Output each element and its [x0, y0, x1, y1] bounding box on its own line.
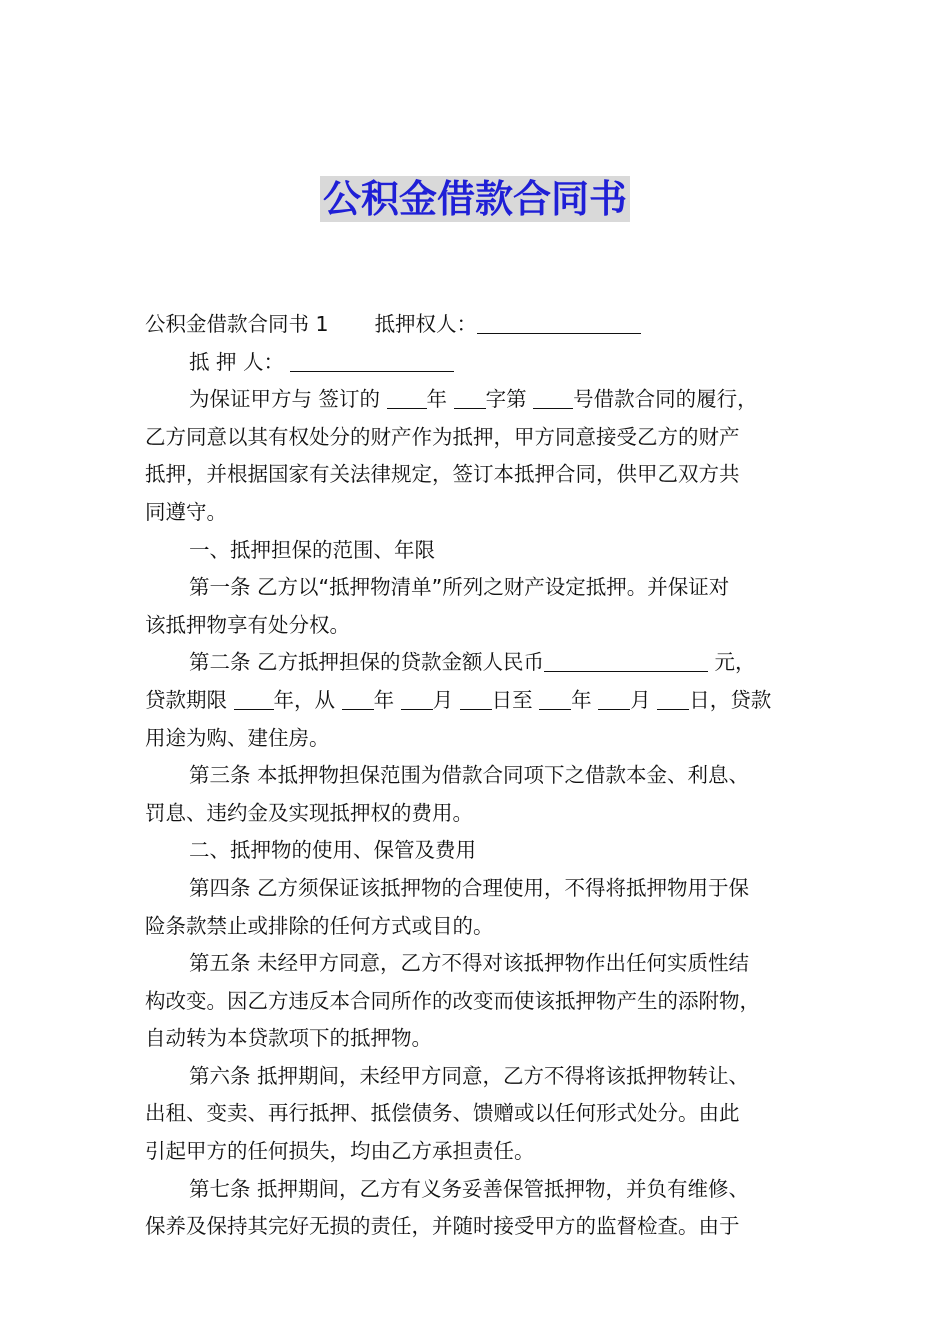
header-line — [145, 306, 823, 344]
blank — [460, 687, 492, 710]
mortgagee-label: 抵押权人： — [374, 312, 478, 336]
blank — [401, 687, 433, 710]
blank — [387, 386, 427, 409]
amount-blank — [544, 649, 708, 672]
mortgagor-line — [145, 344, 823, 382]
intro-text-d: 号借款合同的履行， — [573, 387, 758, 412]
article-5-line-1: 第五条 未经甲方同意，乙方不得对该抵押物作出任何实质性结 — [189, 951, 750, 976]
article-7-line-1: 第七条 抵押期间，乙方有义务妥善保管抵押物，并负有维修、 — [189, 1176, 750, 1201]
section-heading-2: 二、抵押物的使用、保管及费用 — [189, 838, 476, 863]
article-4-line-1: 第四条 乙方须保证该抵押物的合理使用，不得将抵押物用于保 — [189, 875, 750, 900]
article-3-line-1: 第三条 本抵押物担保范围为借款合同项下之借款本金、利息、 — [189, 763, 750, 788]
art2-l2-c: 年 — [373, 687, 401, 712]
article-6-line-2: 出租、变卖、再行抵押、抵偿债务、馈赠或以任何形式处分。由此 — [145, 1101, 740, 1126]
article-4-line-2: 险条款禁止或排除的任何方式或目的。 — [145, 913, 494, 938]
mortgagor-blank — [290, 349, 454, 372]
intro-text-c: 字第 — [485, 387, 534, 412]
blank — [342, 687, 374, 710]
article-5-line-3: 自动转为本贷款项下的抵押物。 — [145, 1026, 432, 1051]
article-1-line-1: 第一条 乙方以“抵押物清单”所列之财产设定抵押。并保证对 — [189, 575, 730, 600]
art2-l2-b: 年，从 — [273, 687, 342, 712]
article-6-line-1: 第六条 抵押期间，未经甲方同意，乙方不得将该抵押物转让、 — [189, 1063, 750, 1088]
art2-l2-d: 月 — [432, 687, 460, 712]
article-2-line-2 — [145, 682, 823, 720]
article-2-line-1 — [145, 644, 823, 682]
intro-text-b: 年 — [426, 387, 454, 412]
intro-text-a: 为保证甲方与 签订的 — [189, 387, 387, 412]
article-6-line-3: 引起甲方的任何损失，均由乙方承担责任。 — [145, 1139, 535, 1164]
mortgagee-blank — [477, 311, 641, 334]
blank — [454, 386, 486, 409]
section-heading-1: 一、抵押担保的范围、年限 — [189, 537, 435, 562]
intro-line-3: 抵押，并根据国家有关法律规定，签订本抵押合同，供甲乙双方共 — [145, 462, 740, 487]
blank — [234, 687, 274, 710]
blank — [657, 687, 689, 710]
blank — [533, 386, 573, 409]
article-7-line-2: 保养及保持其完好无损的责任，并随时接受甲方的监督检查。由于 — [145, 1214, 740, 1239]
document-title: 公积金借款合同书 — [320, 176, 630, 222]
blank — [539, 687, 571, 710]
intro-line-1 — [145, 381, 823, 419]
article-2-line-3: 用途为购、建住房。 — [145, 725, 330, 750]
art2-l2-e: 日至 — [491, 687, 540, 712]
art2-l2-f: 年 — [571, 687, 599, 712]
art2-l2-a: 贷款期限 — [145, 687, 234, 712]
blank — [598, 687, 630, 710]
title-block — [0, 176, 950, 222]
article-3-line-2: 罚息、违约金及实现抵押权的费用。 — [145, 800, 473, 825]
art2-text-b: 元， — [708, 650, 756, 675]
doc-label: 公积金借款合同书 1 — [145, 312, 329, 336]
art2-l2-h: 日，贷款 — [689, 687, 772, 712]
article-1-line-2: 该抵押物享有处分权。 — [145, 612, 350, 637]
art2-text-a: 第二条 乙方抵押担保的贷款金额人民币 — [189, 650, 545, 675]
article-5-line-2: 构改变。因乙方违反本合同所作的改变而使该抵押物产生的添附物， — [145, 988, 760, 1013]
intro-line-2: 乙方同意以其有权处分的财产作为抵押，甲方同意接受乙方的财产 — [145, 424, 740, 449]
intro-line-4: 同遵守。 — [145, 499, 227, 524]
mortgagor-label: 抵 押 人： — [189, 349, 285, 374]
document-body — [145, 306, 823, 1246]
art2-l2-g: 月 — [630, 687, 658, 712]
